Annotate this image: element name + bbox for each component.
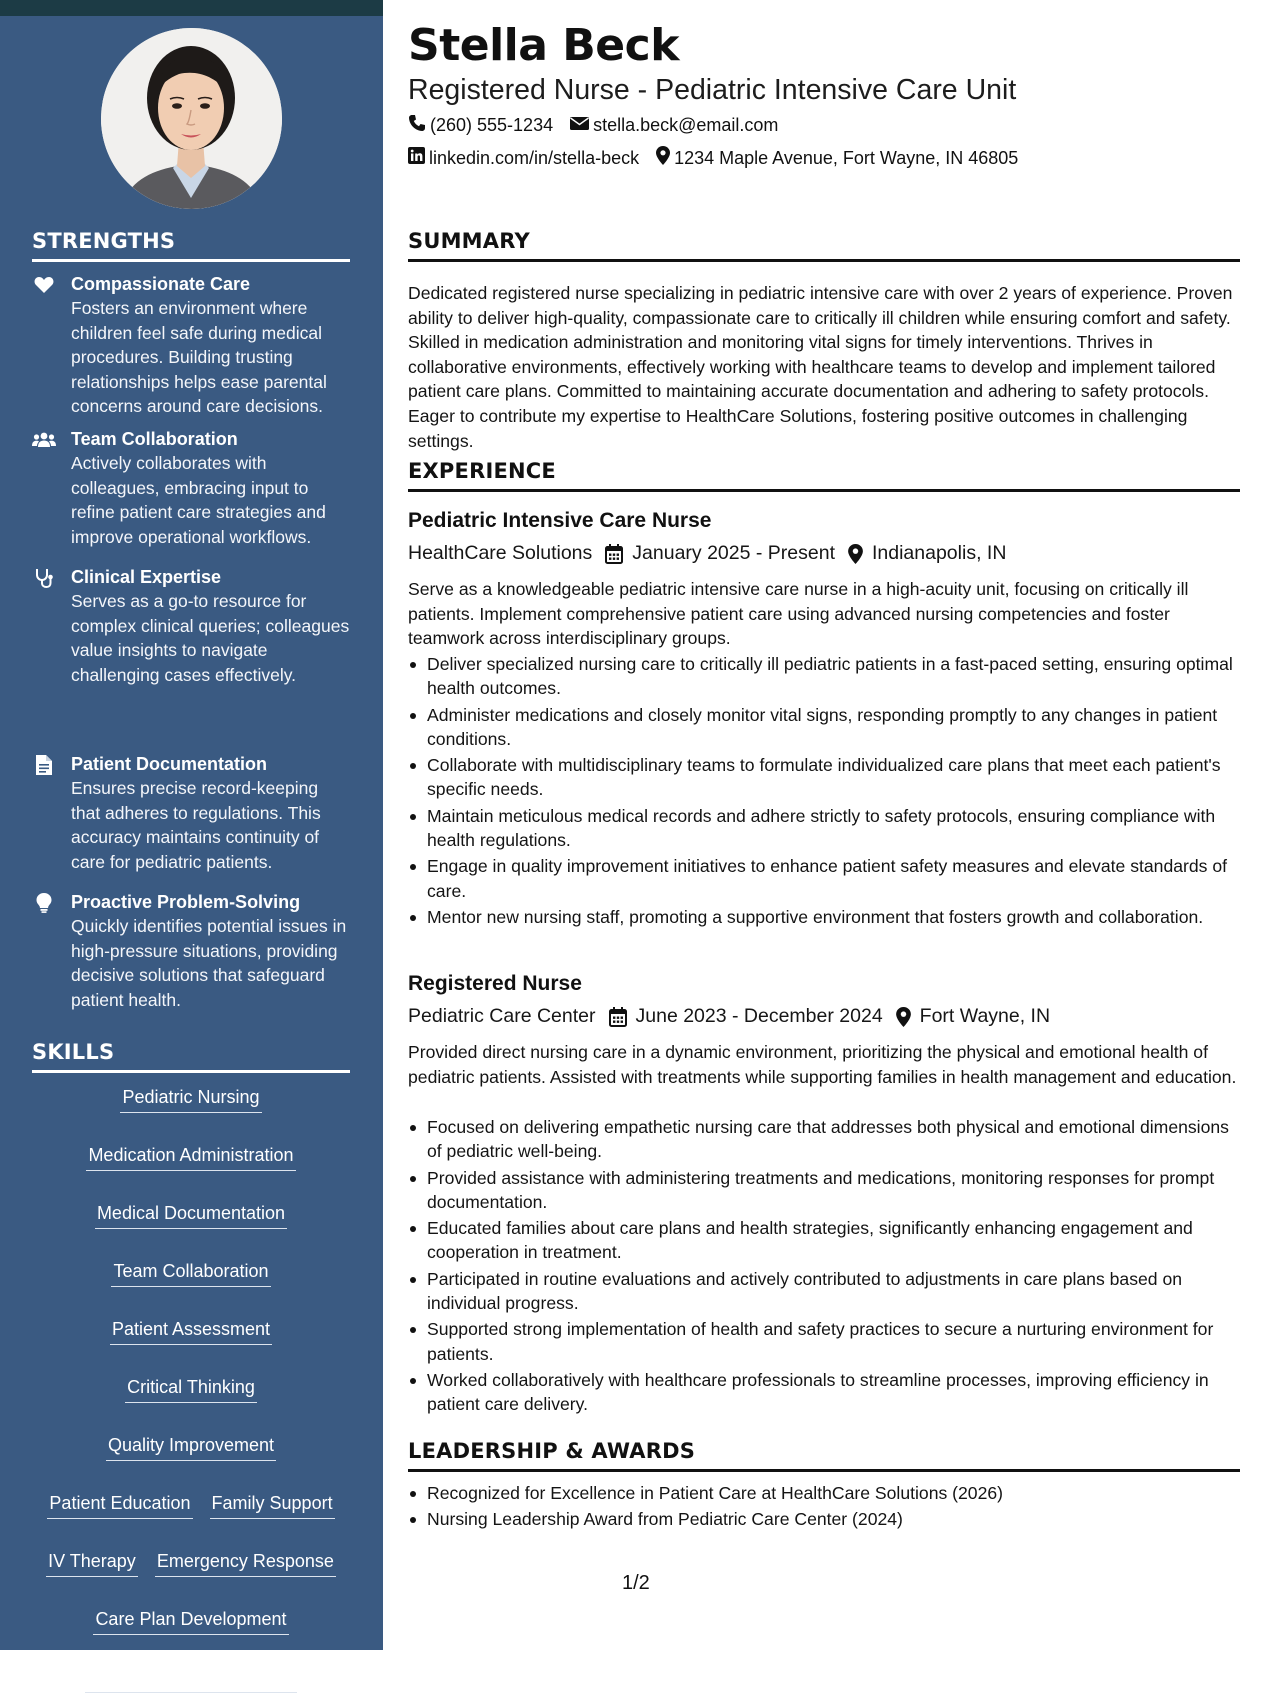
awards-heading: LEADERSHIP & AWARDS: [408, 1439, 1240, 1472]
job-bullets: [408, 652, 1240, 931]
list-item: Collaborate with multidisciplinary teams to formulate individualized care plans that meet each patient's specific needs.: [408, 753, 1240, 802]
location-pin-icon: [656, 146, 674, 170]
strength-title: Patient Documentation: [71, 754, 268, 774]
job-description: Serve as a knowledgeable pediatric intensive care nurse in a high-acuity unit, focusing on critically ill patients. Implement comprehensive patient care using advanced nursing competencies and foster teamwork across interdisciplinary groups.: [408, 579, 1189, 649]
sidebar: [0, 0, 383, 1687]
email-icon: [570, 115, 593, 136]
skill-tag: Patient Assessment: [110, 1317, 272, 1345]
heart-icon: [32, 274, 56, 296]
sidebar-top-bar: [0, 0, 383, 16]
calendar-icon: [605, 544, 623, 564]
document-icon: [32, 754, 56, 776]
skill-tag: Critical Thinking: [125, 1375, 257, 1403]
job-dates: June 2023 - December 2024: [635, 1005, 883, 1027]
skills-list: [30, 1085, 352, 1693]
strength-item: [32, 565, 352, 687]
job-dates: January 2025 - Present: [632, 542, 835, 564]
users-icon: [32, 429, 56, 451]
job-meta: [408, 542, 1006, 565]
candidate-headline: Registered Nurse - Pediatric Intensive Care Unit: [408, 74, 1017, 106]
stethoscope-icon: [32, 567, 56, 589]
list-item: Educated families about care plans and health strategies, significantly enhancing engagement and cooperation in treatment.: [408, 1216, 1240, 1265]
strength-title: Team Collaboration: [71, 429, 238, 449]
list-item: Mentor new nursing staff, promoting a supportive environment that fosters growth and collaboration.: [408, 905, 1240, 929]
strength-description: Ensures precise record-keeping that adheres to regulations. This accuracy maintains continuity of care for pediatric patients.: [71, 778, 321, 872]
location-pin-icon: [896, 1007, 911, 1027]
skill-tag: Emergency Response: [155, 1549, 336, 1577]
strength-title: Clinical Expertise: [71, 567, 222, 587]
skill-tag: IV Therapy: [46, 1549, 138, 1577]
strength-item: [32, 752, 352, 874]
calendar-icon: [609, 1007, 627, 1027]
list-item: Worked collaboratively with healthcare professionals to streamline processes, improving efficiency in patient care delivery.: [408, 1368, 1240, 1417]
strength-item: [32, 272, 352, 419]
location-pin-icon: [848, 544, 863, 564]
linkedin-url[interactable]: linkedin.com/in/stella-beck: [429, 147, 640, 168]
lightbulb-icon: [32, 892, 56, 914]
contact-row: [408, 114, 795, 137]
candidate-name: Stella Beck: [408, 20, 679, 71]
summary-heading: SUMMARY: [408, 229, 1240, 262]
skill-tag: Medication Administration: [86, 1143, 295, 1171]
list-item: Nursing Leadership Award from Pediatric Care Center (2024): [408, 1507, 1240, 1531]
strength-title: Compassionate Care: [71, 274, 251, 294]
job-location: Fort Wayne, IN: [919, 1005, 1051, 1027]
home-address: 1234 Maple Avenue, Fort Wayne, IN 46805: [674, 147, 1019, 168]
linkedin-icon: [408, 147, 429, 169]
strength-item: [32, 890, 352, 1012]
company-name: HealthCare Solutions: [408, 542, 593, 564]
contact-row: [408, 146, 1035, 170]
job-meta: [408, 1005, 1050, 1028]
job-title: Registered Nurse: [408, 972, 582, 995]
strength-item: [32, 427, 352, 549]
company-name: Pediatric Care Center: [408, 1005, 596, 1027]
list-item: Recognized for Excellence in Patient Care at HealthCare Solutions (2026): [408, 1481, 1240, 1505]
list-item: Supported strong implementation of health and safety practices to secure a nurturing environment for patients.: [408, 1317, 1240, 1366]
phone-icon: [408, 114, 430, 137]
list-item: Administer medications and closely monitor vital signs, responding promptly to any changes in patient conditions.: [408, 703, 1240, 752]
summary-text: Dedicated registered nurse specializing in pediatric intensive care with over 2 years of experience. Proven ability to deliver high-quality, compassionate care to critically ill children while ensuring comfort and safety. Skilled in medication administration and monitoring vital signs for timely interventions. Thrives in collaborative environments, effectively working with healthcare teams to develop and implement tailored patient care plans. Committed to maintaining accurate documentation and adhering to safety protocols. Eager to contribute my expertise to HealthCare Solutions, fostering positive outcomes in challenging settings.: [408, 283, 1233, 451]
awards-list: [408, 1481, 1240, 1534]
experience-heading: EXPERIENCE: [408, 459, 1240, 492]
skill-tag: Team Collaboration: [111, 1259, 270, 1287]
skills-heading: SKILLS: [32, 1040, 350, 1073]
job-location: Indianapolis, IN: [871, 542, 1007, 564]
list-item: Participated in routine evaluations and actively contributed to adjustments in care plans based on individual progress.: [408, 1267, 1240, 1316]
job-description: Provided direct nursing care in a dynamic environment, prioritizing the physical and emotional health of pediatric patients. Assisted with treatments while supporting families in health management and education.: [408, 1042, 1237, 1087]
strengths-heading: STRENGTHS: [32, 229, 350, 262]
strength-description: Quickly identifies potential issues in high-pressure situations, providing decisive solutions that safeguard patient health.: [71, 916, 347, 1010]
strength-description: Serves as a go-to resource for complex clinical queries; colleagues value insights to navigate challenging cases effectively.: [71, 591, 350, 685]
skill-tag: Monitoring and Evaluation: [85, 1665, 297, 1693]
job-bullets: [408, 1115, 1240, 1419]
avatar: [101, 28, 282, 209]
skill-tag: Family Support: [210, 1491, 335, 1519]
skill-tag: Pediatric Nursing: [120, 1085, 261, 1113]
skill-tag: Care Plan Development: [93, 1607, 288, 1635]
skill-tag: Patient Education: [47, 1491, 192, 1519]
phone-number: (260) 555-1234: [430, 115, 554, 135]
strength-description: Actively collaborates with colleagues, embracing input to refine patient care strategies and improve operational workflows.: [71, 453, 326, 547]
strength-title: Proactive Problem-Solving: [71, 892, 301, 912]
list-item: Focused on delivering empathetic nursing care that addresses both physical and emotional dimensions of pediatric well-being.: [408, 1115, 1240, 1164]
list-item: Maintain meticulous medical records and adhere strictly to safety protocols, ensuring compliance with health regulations.: [408, 804, 1240, 853]
job-title: Pediatric Intensive Care Nurse: [408, 509, 712, 532]
list-item: Engage in quality improvement initiatives to enhance patient safety measures and elevate standards of care.: [408, 854, 1240, 903]
skill-tag: Medical Documentation: [95, 1201, 287, 1229]
strength-description: Fosters an environment where children feel safe during medical procedures. Building trusting relationships helps ease parental concerns around care decisions.: [71, 298, 327, 416]
list-item: Provided assistance with administering treatments and medications, monitoring responses for prompt documentation.: [408, 1166, 1240, 1215]
page-number: 1/2: [622, 1572, 650, 1594]
skill-tag: Quality Improvement: [106, 1433, 276, 1461]
email-address: stella.beck@email.com: [593, 115, 779, 135]
list-item: Deliver specialized nursing care to critically ill pediatric patients in a fast-paced setting, ensuring optimal health outcomes.: [408, 652, 1240, 701]
